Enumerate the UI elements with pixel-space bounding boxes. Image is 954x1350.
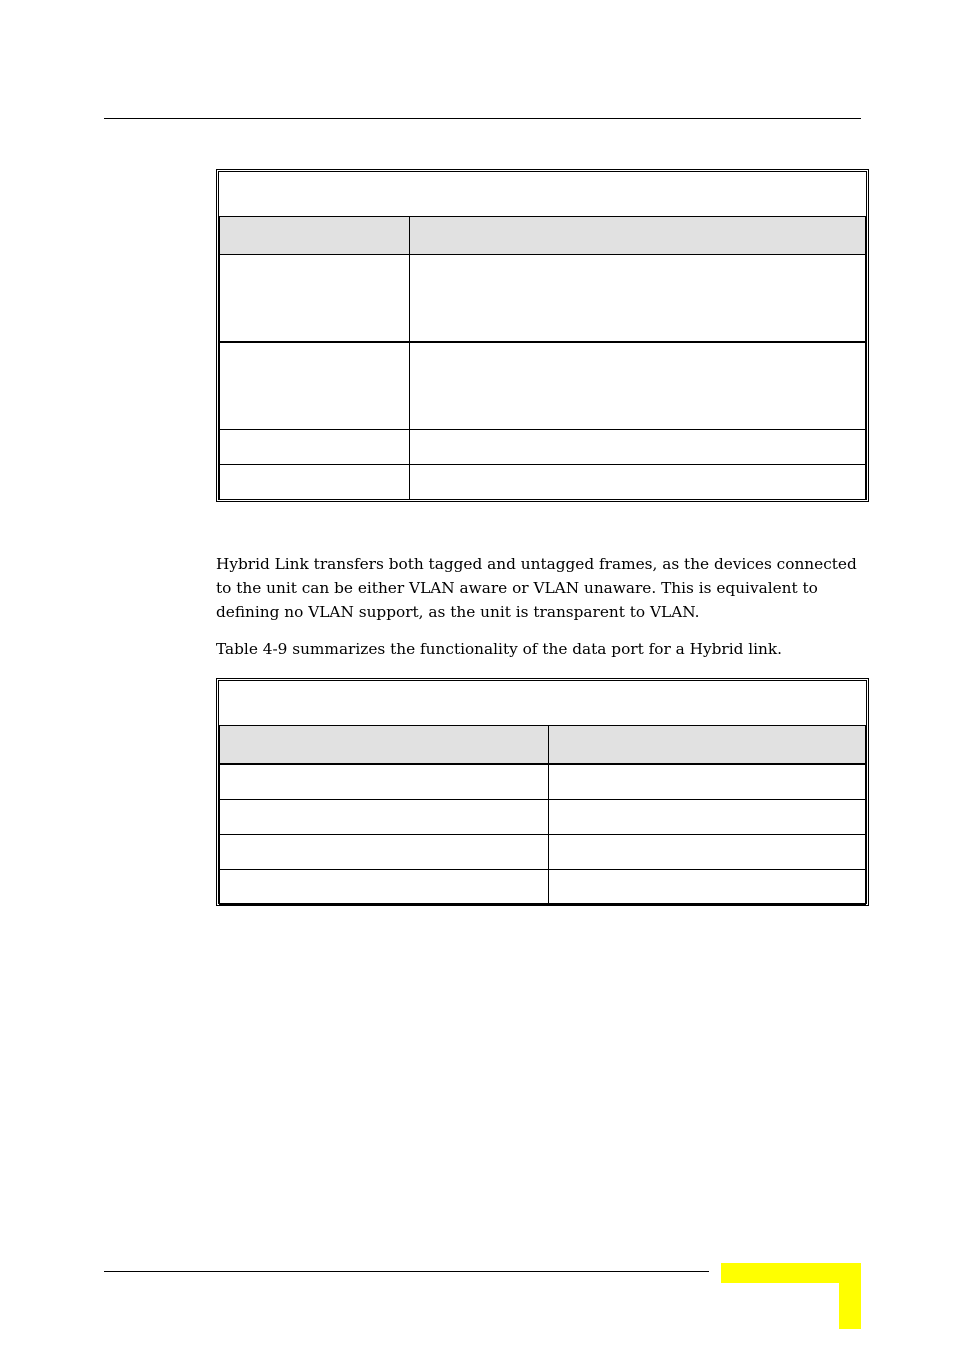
body-paragraph-table-reference: Table 4-9 summarizes the functionality of the data port for a Hybrid link. [216,640,783,658]
table-4-9 [216,678,869,906]
yellow-corner-mark-side [839,1263,861,1329]
footer-rule [104,1271,709,1272]
table-4-8 [216,169,869,502]
table-row [220,465,866,500]
table-header-row [220,217,866,255]
table-header-row [220,726,866,765]
header-rule [104,118,861,119]
table-row [220,835,866,870]
table-row [220,430,866,465]
table-row [220,764,866,800]
table-caption-row [220,681,866,726]
table-row [220,342,866,430]
table-row [220,870,866,905]
table-row [220,800,866,835]
table-caption-row [220,172,866,217]
body-paragraph-hybrid-link: Hybrid Link transfers both tagged and untagged frames, as the devices connected to the unit can be either VLAN aware or VLAN unaware. This is equivalent to defining no VLAN support, as the unit is transparent to VLAN. [216,555,857,621]
table-row [220,255,866,343]
